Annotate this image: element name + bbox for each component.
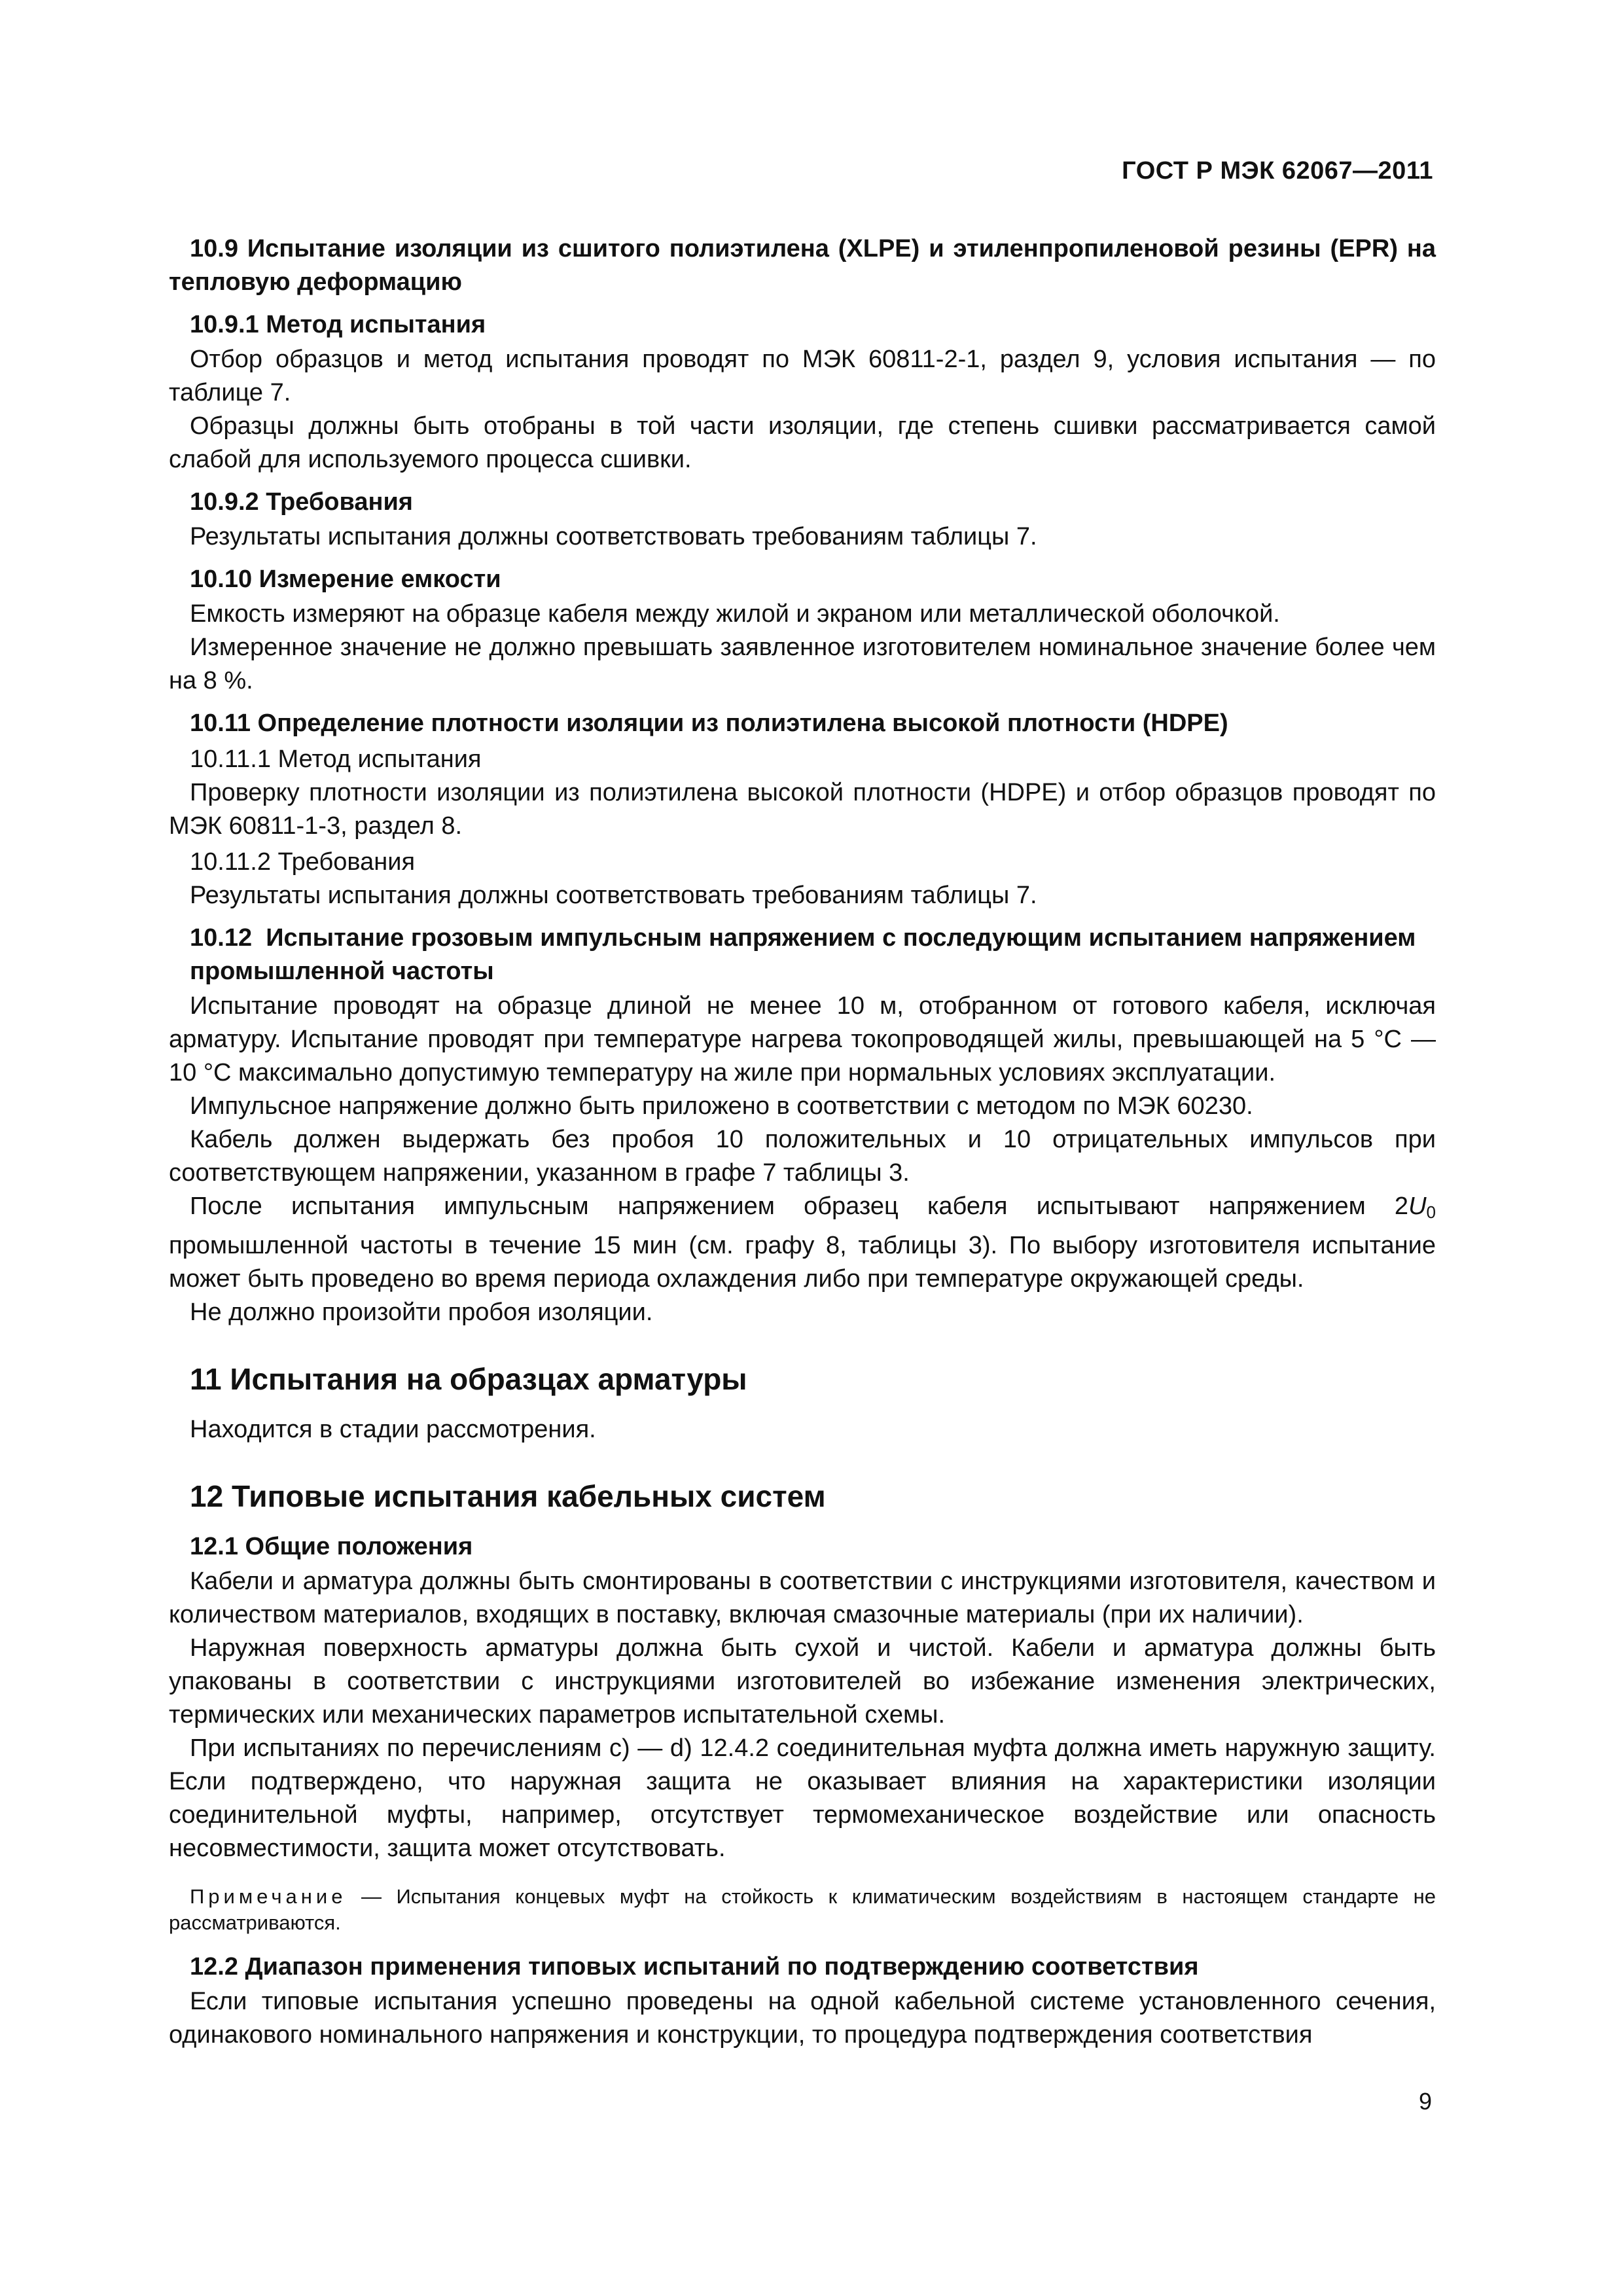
- document-code: ГОСТ Р МЭК 62067—2011: [1122, 157, 1433, 185]
- section-10-12-title: [169, 922, 1436, 988]
- paragraph: Результаты испытания должны соответствовать требованиям таблицы 7.: [190, 882, 1037, 909]
- page-number: 9: [1418, 2088, 1432, 2115]
- section-11-title: 11 Испытания на образцах арматуры: [190, 1362, 747, 1396]
- section-10-9-2-title: 10.9.2 Требования: [190, 488, 413, 516]
- section-12-title: 12 Типовые испытания кабельных систем: [190, 1479, 826, 1513]
- paragraph: При испытаниях по перечислениям c) — d) 12.4.2 соединительная муфта должна иметь наружную защиту. Если подтверждено, что наружная защита не оказывает влияния на характеристики изоляции соединительной муфты, например, отсутствует термомеханическое воздействие или опасность несовместимости, защита может отсутствовать.: [169, 1734, 1436, 1862]
- paragraph: Не должно произойти пробоя изоляции.: [190, 1299, 653, 1326]
- paragraph: Наружная поверхность арматуры должна быть сухой и чистой. Кабели и арматура должны быть упакованы в соответствии с инструкциями изготовителей во избежание изменения электрических, термических или механических параметров испытательной схемы.: [169, 1634, 1436, 1729]
- paragraph: Образцы должны быть отобраны в той части изоляции, где степень сшивки рассматривается самой слабой для используемого процесса сшивки.: [169, 412, 1436, 473]
- section-10-11-2-title: 10.11.2 Требования: [190, 848, 416, 876]
- paragraph: Находится в стадии рассмотрения.: [190, 1416, 596, 1443]
- paragraph: Импульсное напряжение должно быть приложено в соответствии с методом по МЭК 60230.: [190, 1092, 1253, 1120]
- section-number: 10.12: [190, 924, 253, 952]
- section-12-1-title: 12.1 Общие положения: [190, 1533, 473, 1560]
- section-10-9-title: 10.9 Испытание изоляции из сшитого полиэтилена (XLPE) и этиленпропиленовой резины (EPR) на тепловую деформацию: [169, 235, 1436, 296]
- paragraph: Кабели и арматура должны быть смонтированы в соответствии с инструкциями изготовителя, качеством и количеством материалов, входящих в поставку, включая смазочные материалы (при их наличии).: [169, 1568, 1436, 1628]
- paragraph: Испытание проводят на образце длиной не менее 10 м, отобранном от готового кабеля, исключая арматуру. Испытание проводят при температуре нагрева токопроводящей жилы, превышающей на 5 °С — 10 °С максимально допустимую температуру на жиле при нормальных условиях эксплуатации.: [169, 992, 1436, 1086]
- paragraph: Результаты испытания должны соответствовать требованиям таблицы 7.: [190, 523, 1037, 550]
- section-10-11-title: 10.11 Определение плотности изоляции из полиэтилена высокой плотности (HDPE): [190, 709, 1228, 737]
- paragraph: Емкость измеряют на образце кабеля между жилой и экраном или металлической оболочкой.: [190, 600, 1280, 628]
- note-label: Примечание: [190, 1885, 347, 1908]
- paragraph: Измеренное значение не должно превышать заявленное изготовителем номинальное значение более чем на 8 %.: [169, 634, 1436, 694]
- section-10-11-1-title: 10.11.1 Метод испытания: [190, 745, 482, 773]
- paragraph: Если типовые испытания успешно проведены на одной кабельной системе установленного сечения, одинакового номинального напряжения и конструкции, то процедура подтверждения соответствия: [169, 1988, 1436, 2049]
- paragraph: Проверку плотности изоляции из полиэтилена высокой плотности (HDPE) и отбор образцов проводят по МЭК 60811-1-3, раздел 8.: [169, 779, 1436, 840]
- document-body: [169, 232, 1436, 2052]
- paragraph: Кабель должен выдержать без пробоя 10 положительных и 10 отрицательных импульсов при соответствующем напряжении, указанном в графе 7 таблицы 3.: [169, 1126, 1436, 1187]
- note-text: — Испытания концевых муфт на стойкость к климатическим воздействиям в настоящем стандарте не рассматриваются.: [169, 1885, 1436, 1934]
- section-10-10-title: 10.10 Измерение емкости: [190, 565, 501, 593]
- section-title-text: Испытание грозовым импульсным напряжением с последующим испытанием напряжением промышленной частоты: [190, 924, 1416, 985]
- note: [169, 1884, 1436, 1936]
- section-10-9-1-title: 10.9.1 Метод испытания: [190, 311, 486, 338]
- paragraph-voltage: После испытания импульсным напряжением образец кабеля испытывают напряжением $2U_0$ промышленной частоты в течение 15 мин (см. графу 8, таблицы 3). По выбору изготовителя испытание может быть проведено во время периода охлаждения либо при температуре окружающей среды.: [169, 1193, 1436, 1293]
- paragraph: Отбор образцов и метод испытания проводят по МЭК 60811-2-1, раздел 9, условия испытания — по таблице 7.: [169, 346, 1436, 406]
- section-12-2-title: 12.2 Диапазон применения типовых испытаний по подтверждению соответствия: [190, 1953, 1199, 1981]
